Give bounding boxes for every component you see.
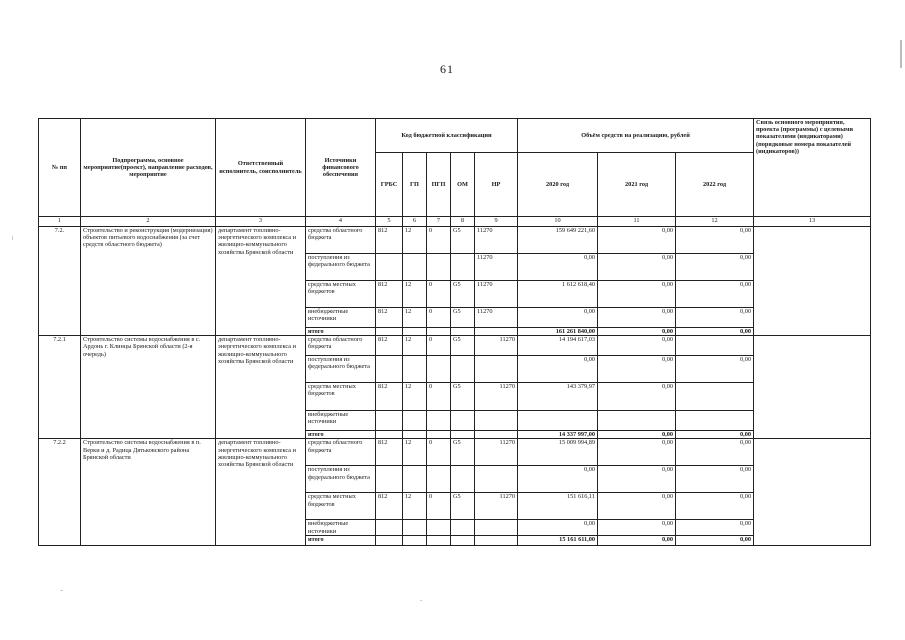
table-body [39,227,871,546]
scan-speck [900,40,902,68]
np-cell: 11270 [475,439,518,466]
pgp-cell [427,466,451,493]
link-cell [754,336,871,439]
header-grbs: ГРБС [376,153,403,217]
source-cell: средства местных бюджетов [306,281,376,308]
block-title: Строительство системы водоснабжения в с. Ардонь г. Клинцы Брянской области (2-я очередь) [81,336,216,439]
value-2022: 0,00 [676,227,754,254]
header-link: Связь основного мероприятия, проекта (программы) с целевыми показателями (индикаторами) (порядковые номера показателей (индикаторов)) [754,119,871,217]
pgp-cell [427,356,451,383]
pgp-cell: 0 [427,281,451,308]
value-2020 [518,411,598,431]
pgp-cell [427,254,451,281]
gp-cell: 12 [403,493,427,520]
total-2021: 0,00 [598,328,676,336]
block-number: 7.2.1 [39,336,81,439]
gp-cell: 12 [403,383,427,411]
value-2021: 0,00 [598,227,676,254]
gp-cell [403,466,427,493]
om-cell [451,466,475,493]
pgp-cell: 0 [427,439,451,466]
value-2020: 0,00 [518,466,598,493]
header-om: ОМ [451,153,475,217]
om-cell: G5 [451,281,475,308]
header-2020: 2020 год [518,153,598,217]
value-2021 [598,411,676,431]
grbs-cell: 812 [376,281,403,308]
gp-cell [403,411,427,431]
source-cell: внебюджетные источники [306,308,376,328]
np-cell [475,411,518,431]
header-sources: Источники финансового обеспечения [306,119,376,217]
pgp-cell [427,411,451,431]
value-2022 [676,383,754,411]
table-header [39,119,871,227]
pgp-cell: 0 [427,227,451,254]
value-2021: 0,00 [598,281,676,308]
gp-cell: 12 [403,281,427,308]
gp-cell: 12 [403,227,427,254]
block-number: 7.2. [39,227,81,336]
source-cell: поступления из федерального бюджета [306,466,376,493]
table-row [39,439,871,466]
total-label: итого [306,536,376,546]
column-number: 3 [216,217,306,227]
np-cell [475,356,518,383]
gp-cell [403,254,427,281]
header-num: № пп [39,119,81,217]
value-2020: 143 379,97 [518,383,598,411]
om-cell: G5 [451,439,475,466]
value-2022: 0,00 [676,493,754,520]
value-2020: 0,00 [518,308,598,328]
value-2021: 0,00 [598,466,676,493]
source-cell: поступления из федерального бюджета [306,356,376,383]
pgp-cell: 0 [427,336,451,356]
grbs-cell: 812 [376,383,403,411]
np-cell: 11270 [475,308,518,328]
source-cell: средства областного бюджета [306,336,376,356]
value-2021: 0,00 [598,308,676,328]
source-cell: внебюджетные источники [306,520,376,536]
grbs-cell: 812 [376,439,403,466]
np-cell [475,466,518,493]
value-2022: 0,00 [676,308,754,328]
source-cell: средства местных бюджетов [306,493,376,520]
om-cell: G5 [451,308,475,328]
value-2020: 0,00 [518,356,598,383]
om-cell: G5 [451,383,475,411]
np-cell [475,520,518,536]
grbs-cell [376,356,403,383]
grbs-cell [376,411,403,431]
header-budget-code: Код бюджетной классификации [376,119,518,153]
value-2020: 15 009 994,89 [518,439,598,466]
np-cell: 11270 [475,383,518,411]
value-2021: 0,00 [598,254,676,281]
column-number: 5 [376,217,403,227]
column-number: 11 [598,217,676,227]
value-2020: 159 649 221,60 [518,227,598,254]
header-2021: 2021 год [598,153,676,217]
total-2020: 161 261 840,00 [518,328,598,336]
pgp-cell: 0 [427,493,451,520]
om-cell [451,254,475,281]
column-number: 10 [518,217,598,227]
column-number-row [39,217,871,227]
column-number: 9 [475,217,518,227]
source-cell: поступления из федерального бюджета [306,254,376,281]
value-2021: 0,00 [598,439,676,466]
column-number: 13 [754,217,871,227]
value-2022: 0,00 [676,356,754,383]
header-subprogram: Подпрограмма, основное мероприятие(проект), направление расходов, мероприятие [81,119,216,217]
gp-cell [403,520,427,536]
column-number: 4 [306,217,376,227]
table-row [39,227,871,254]
block-responsible: департамент топливно-энергетического комплекса и жилищно-коммунального хозяйства Брянской области [216,439,306,546]
header-2022: 2022 год [676,153,754,217]
grbs-cell [376,466,403,493]
value-2022: 0,00 [676,281,754,308]
value-2022 [676,336,754,356]
budget-table [38,118,871,546]
scan-speck [420,600,422,601]
scan-speck [60,590,63,591]
page-number: 61 [440,62,454,76]
source-cell: средства областного бюджета [306,227,376,254]
value-2020: 14 194 617,03 [518,336,598,356]
header-responsible: Ответственный исполнитель, соисполнитель [216,119,306,217]
column-number: 2 [81,217,216,227]
block-responsible: департамент топливно-энергетического комплекса и жилищно-коммунального хозяйства Брянской области [216,227,306,336]
grbs-cell [376,520,403,536]
np-cell: 11270 [475,336,518,356]
value-2021: 0,00 [598,520,676,536]
header-gp: ГП [403,153,427,217]
value-2021: 0,00 [598,356,676,383]
block-responsible: департамент топливно-энергетического комплекса и жилищно-коммунального хозяйства Брянской области [216,336,306,439]
column-number: 12 [676,217,754,227]
value-2022 [676,411,754,431]
source-cell: внебюджетные источники [306,411,376,431]
header-pgp: ПГП [427,153,451,217]
link-cell [754,439,871,546]
total-2022: 0,00 [676,431,754,439]
total-2022: 0,00 [676,536,754,546]
value-2021: 0,00 [598,336,676,356]
value-2021: 0,00 [598,493,676,520]
link-cell [754,227,871,336]
pgp-cell: 0 [427,308,451,328]
grbs-cell: 812 [376,336,403,356]
value-2020: 0,00 [518,254,598,281]
om-cell: G5 [451,227,475,254]
block-title: Строительство системы водоснабжения в п. Верки и д. Радица Дятьковского района Брянской области [81,439,216,546]
column-number: 7 [427,217,451,227]
np-cell: 11270 [475,281,518,308]
value-2020: 1 612 618,40 [518,281,598,308]
grbs-cell [376,254,403,281]
gp-cell: 12 [403,336,427,356]
value-2022: 0,00 [676,520,754,536]
header-volume: Объём средств на реализацию, рублей [518,119,754,153]
value-2020: 0,00 [518,520,598,536]
block-number: 7.2.2 [39,439,81,546]
value-2022: 0,00 [676,439,754,466]
om-cell: G5 [451,493,475,520]
total-2022: 0,00 [676,328,754,336]
np-cell: 11270 [475,493,518,520]
grbs-cell: 812 [376,493,403,520]
value-2020: 151 616,11 [518,493,598,520]
total-2021: 0,00 [598,431,676,439]
np-cell: 11270 [475,254,518,281]
source-cell: средства местных бюджетов [306,383,376,411]
gp-cell [403,356,427,383]
gp-cell: 12 [403,439,427,466]
om-cell: G5 [451,336,475,356]
pgp-cell: 0 [427,383,451,411]
om-cell [451,411,475,431]
total-2020: 14 337 997,00 [518,431,598,439]
column-number: 6 [403,217,427,227]
om-cell [451,520,475,536]
total-label: итого [306,431,376,439]
column-number: 8 [451,217,475,227]
total-label: итого [306,328,376,336]
value-2021: 0,00 [598,383,676,411]
pgp-cell [427,520,451,536]
grbs-cell: 812 [376,227,403,254]
total-2021: 0,00 [598,536,676,546]
np-cell: 11270 [475,227,518,254]
gp-cell: 12 [403,308,427,328]
value-2022: 0,00 [676,466,754,493]
total-2020: 15 161 611,00 [518,536,598,546]
grbs-cell: 812 [376,308,403,328]
value-2022: 0,00 [676,254,754,281]
column-number: 1 [39,217,81,227]
header-np: НР [475,153,518,217]
om-cell [451,356,475,383]
source-cell: средства областного бюджета [306,439,376,466]
block-title: Строительство и реконструкция (модернизация) объектов питьевого водоснабжения (за счет средств областного бюджета) [81,227,216,336]
table-row [39,336,871,356]
scan-speck [12,236,13,240]
